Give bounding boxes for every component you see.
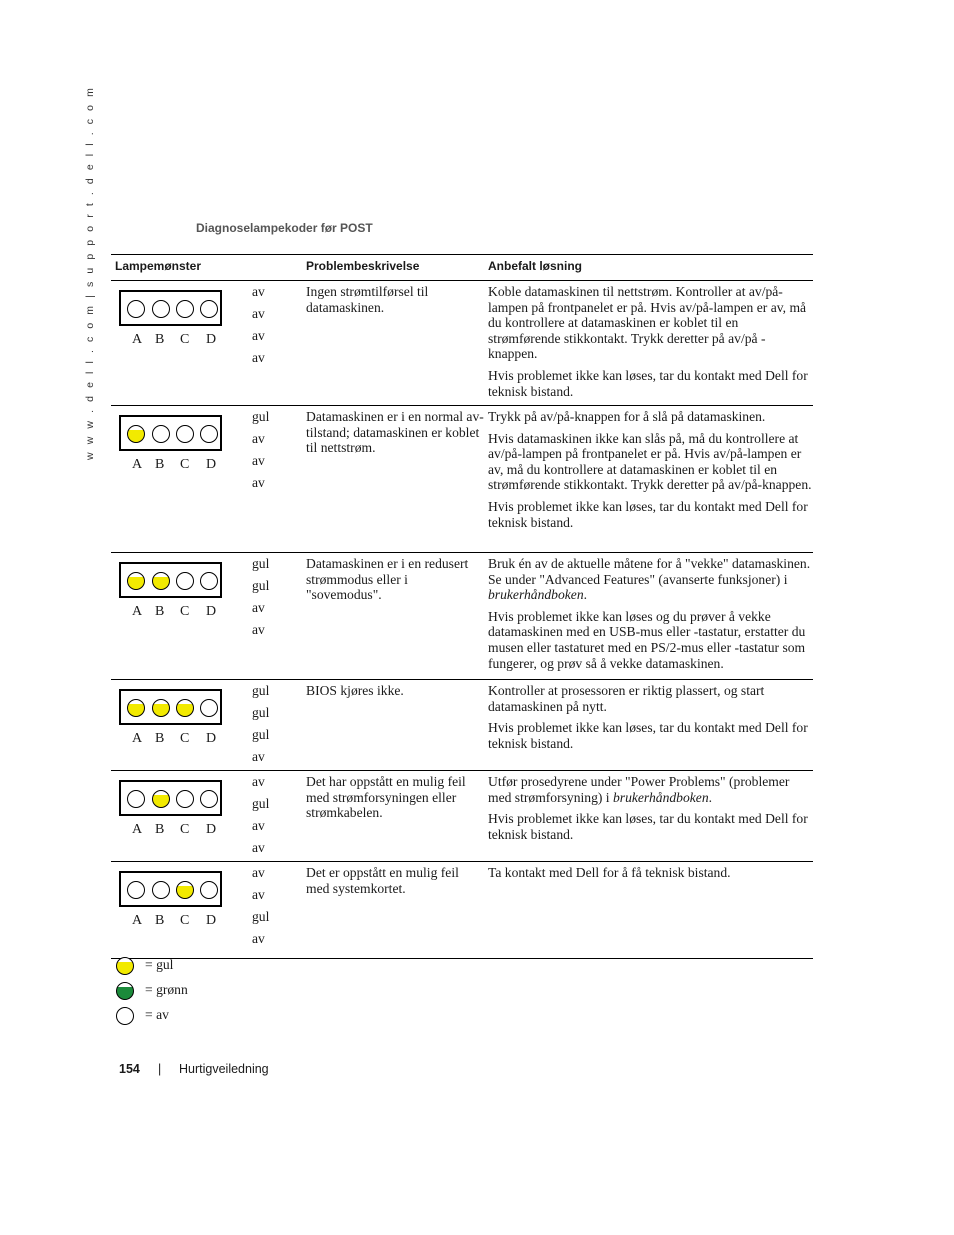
lamp-icon: [152, 572, 170, 590]
header-pattern: Lampemønster: [115, 259, 202, 273]
lamp-state: av: [252, 865, 265, 880]
problem-description: Datamaskinen er i en redusert strømmodus eller i "sovemodus".: [306, 556, 469, 603]
problem-description: Det har oppstått en mulig feil med strømforsyningen eller strømkabelen.: [306, 774, 466, 821]
lamp-icon: [176, 881, 194, 899]
problem-description: Det er oppstått en mulig feil med systemkortet.: [306, 865, 459, 896]
lamp-letter: D: [206, 731, 217, 746]
table-row: [111, 553, 813, 680]
lamp-icon: [176, 300, 194, 318]
solution-paragraph: Koble datamaskinen til nettstrøm. Kontroller at av/på-lampen på frontpanelet er på. Hvis av/på-lampen er av, må du kontrollere at datamaskinen er koblet til en strømførende stikkontakt. Trykk deretter på av/på -knappen.: [488, 284, 807, 362]
table-row: [111, 406, 813, 553]
problem-description: Datamaskinen er i en normal av-tilstand; datamaskinen er koblet til nettstrøm.: [306, 409, 484, 456]
legend-label: = gul: [145, 957, 174, 972]
table-header: [111, 255, 813, 281]
lamp-state: av: [252, 749, 265, 764]
recommended-solution: [488, 774, 812, 842]
lamp-icon: [127, 572, 145, 590]
recommended-solution: [488, 284, 812, 399]
lamp-icon: [200, 572, 218, 590]
lamp-icon: [152, 881, 170, 899]
problem-description: Ingen strømtilførsel til datamaskinen.: [306, 284, 429, 315]
lamp-states: [252, 865, 269, 953]
lamp-icon: [116, 982, 134, 1000]
lamp-icon: [127, 699, 145, 717]
lamp-icon: [176, 790, 194, 808]
solution-paragraph: Hvis problemet ikke kan løses og du prøver å vekke datamaskinen med en USB-mus eller -tastatur, erstatter du musen eller tastaturet med en PS/2-mus eller -tastatur som fungerer, og prøv så å vekke datamaskinen.: [488, 608, 806, 671]
lamp-letter: A: [132, 332, 143, 347]
lamp-state: av: [252, 774, 265, 789]
table-row: [111, 281, 813, 406]
lamp-icon: [152, 790, 170, 808]
lamp-icon: [127, 425, 145, 443]
lamp-icon: [200, 790, 218, 808]
header-solution: Anbefalt løsning: [488, 259, 582, 273]
lamp-states: [252, 284, 265, 372]
table-row: [111, 771, 813, 862]
lamp-letter: A: [132, 731, 143, 746]
table-row: [111, 862, 813, 958]
lamp-letter: C: [180, 457, 190, 472]
lamp-state: av: [252, 453, 265, 468]
lamp-state: gul: [252, 705, 270, 720]
lamp-letter: B: [155, 913, 165, 928]
recommended-solution: [488, 683, 812, 751]
lamp-panel: [119, 290, 222, 326]
table-row: [111, 680, 813, 771]
solution-paragraph: Hvis problemet ikke kan løses, tar du kontakt med Dell for teknisk bistand.: [488, 811, 808, 842]
lamp-state: gul: [252, 578, 270, 593]
lamp-icon: [127, 790, 145, 808]
side-url: w w w . d e l l . c o m | s u p p o r t . d e l l . c o m: [84, 85, 96, 460]
legend-label: = grønn: [145, 982, 188, 997]
lamp-states: [252, 556, 269, 644]
lamp-state: av: [252, 431, 265, 446]
lamp-state: av: [252, 622, 265, 637]
lamp-state: gul: [252, 556, 270, 571]
lamp-state: gul: [252, 909, 270, 924]
lamp-state: gul: [252, 409, 270, 424]
solution-paragraph: Hvis datamaskinen ikke kan slås på, må du kontrollere at av/på-lampen på frontpanelet er på. Hvis av/på-lampen er av, må du kontrollere at datamaskinen er koblet til en strømførende stikkontakt. Trykk deretter på av/på-knappen.: [488, 430, 812, 493]
page-number: 154: [119, 1062, 140, 1076]
lamp-letter: D: [206, 604, 217, 619]
legend-label: = av: [145, 1007, 169, 1022]
lamp-icon: [176, 572, 194, 590]
recommended-solution: [488, 409, 812, 530]
lamp-letter: D: [206, 332, 217, 347]
table-title: Diagnoselampekoder før POST: [196, 221, 373, 235]
lamp-letter: D: [206, 913, 217, 928]
lamp-letter: A: [132, 604, 143, 619]
lamp-letter: B: [155, 731, 165, 746]
lamp-state: av: [252, 600, 265, 615]
lamp-state: av: [252, 475, 265, 490]
lamp-states: [252, 409, 269, 497]
lamp-panel: [119, 871, 222, 907]
lamp-states: [252, 774, 269, 862]
lamp-letter: B: [155, 457, 165, 472]
lamp-icon: [116, 1007, 134, 1025]
lamp-state: gul: [252, 796, 270, 811]
lamp-letter: A: [132, 913, 143, 928]
lamp-letter: B: [155, 604, 165, 619]
lamp-icon: [200, 881, 218, 899]
lamp-state: av: [252, 306, 265, 321]
lamp-state: gul: [252, 683, 270, 698]
lamp-letter: A: [132, 822, 143, 837]
lamp-icon: [116, 957, 134, 975]
lamp-letter: B: [155, 332, 165, 347]
lamp-state: gul: [252, 727, 270, 742]
lamp-icon: [127, 300, 145, 318]
lamp-letter: A: [132, 457, 143, 472]
recommended-solution: [488, 865, 812, 881]
lamp-letter: B: [155, 822, 165, 837]
solution-paragraph: Trykk på av/på-knappen for å slå på datamaskinen.: [488, 409, 766, 424]
lamp-letter: C: [180, 731, 190, 746]
lamp-states: [252, 683, 269, 771]
solution-paragraph: Utfør prosedyrene under "Power Problems" (problemer med strømforsyning) i brukerhåndboken.: [488, 774, 790, 805]
manual-name: brukerhåndboken: [612, 789, 709, 805]
footer-separator: |: [158, 1062, 162, 1076]
manual-name: brukerhåndboken: [488, 587, 584, 603]
lamp-icon: [152, 300, 170, 318]
lamp-letter: C: [180, 332, 190, 347]
lamp-icon: [200, 300, 218, 318]
lamp-icon: [200, 425, 218, 443]
lamp-icon: [127, 881, 145, 899]
lamp-letter: C: [180, 604, 190, 619]
header-problem: Problembeskrivelse: [306, 259, 420, 273]
table-body: [111, 281, 813, 958]
solution-paragraph: Bruk én av de aktuelle måtene for å "vekke" datamaskinen. Se under "Advanced Features" (avanserte funksjoner) i brukerhåndboken.: [488, 556, 811, 603]
solution-paragraph: Hvis problemet ikke kan løses, tar du kontakt med Dell for teknisk bistand.: [488, 720, 808, 751]
lamp-icon: [200, 699, 218, 717]
problem-description: BIOS kjøres ikke.: [306, 683, 404, 698]
diagnostic-table: [111, 254, 813, 959]
solution-paragraph: Ta kontakt med Dell for å få teknisk bistand.: [488, 865, 731, 880]
lamp-panel: [119, 415, 222, 451]
lamp-state: av: [252, 350, 265, 365]
lamp-state: av: [252, 887, 265, 902]
lamp-icon: [152, 699, 170, 717]
lamp-letter: C: [180, 913, 190, 928]
recommended-solution: [488, 556, 812, 671]
lamp-icon: [176, 699, 194, 717]
lamp-icon: [152, 425, 170, 443]
lamp-panel: [119, 689, 222, 725]
solution-paragraph: Hvis problemet ikke kan løses, tar du kontakt med Dell for teknisk bistand.: [488, 498, 808, 530]
solution-paragraph: Hvis problemet ikke kan løses, tar du kontakt med Dell for teknisk bistand.: [488, 367, 808, 399]
lamp-state: av: [252, 284, 265, 299]
lamp-panel: [119, 780, 222, 816]
footer-title: Hurtigveiledning: [179, 1062, 269, 1076]
lamp-letter: D: [206, 822, 217, 837]
lamp-state: av: [252, 328, 265, 343]
lamp-panel: [119, 562, 222, 598]
lamp-state: av: [252, 840, 265, 855]
lamp-letter: D: [206, 457, 217, 472]
lamp-icon: [176, 425, 194, 443]
solution-paragraph: Kontroller at prosessoren er riktig plassert, og start datamaskinen på nytt.: [488, 683, 765, 714]
lamp-state: av: [252, 818, 265, 833]
lamp-state: av: [252, 931, 265, 946]
lamp-letter: C: [180, 822, 190, 837]
